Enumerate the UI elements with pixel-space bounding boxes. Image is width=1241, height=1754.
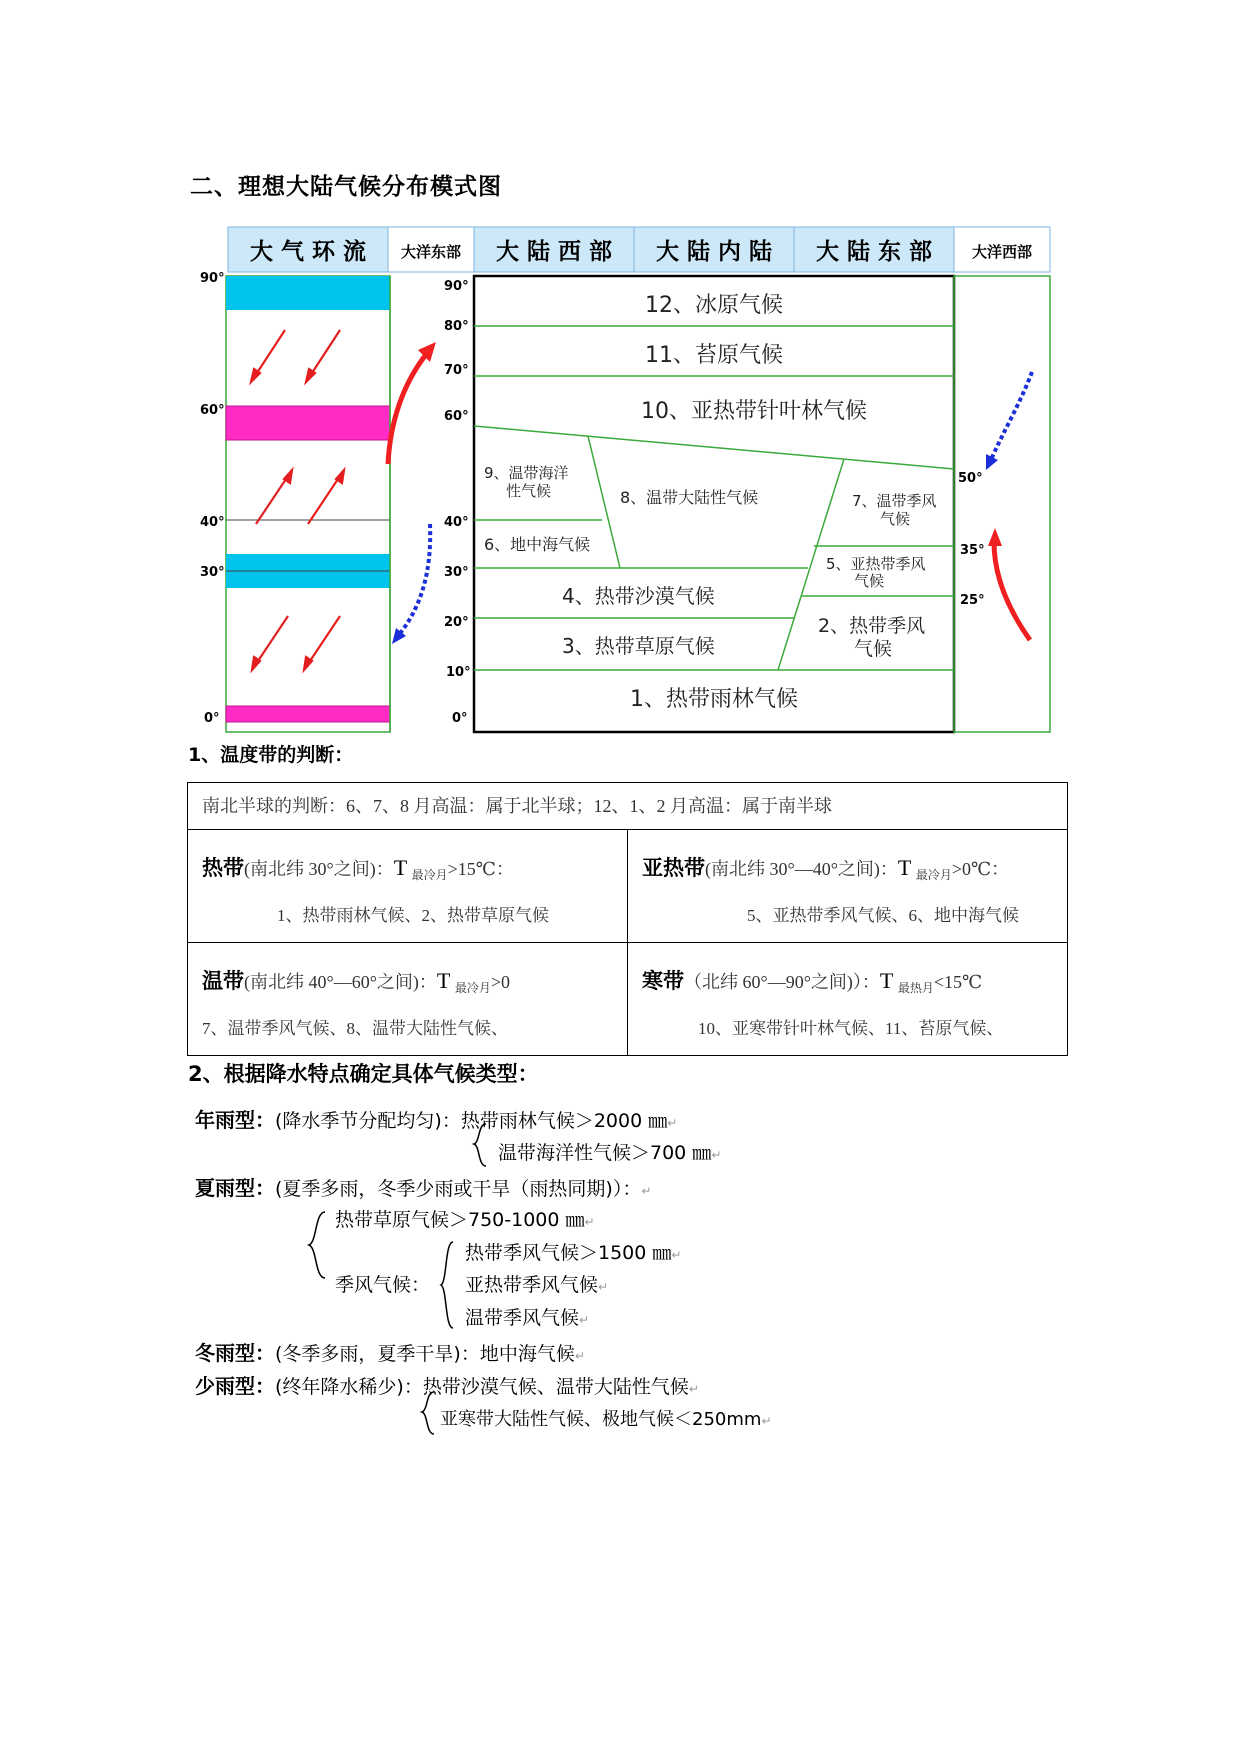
climate-5-label-line2: 气候 xyxy=(854,572,885,590)
climate-5-label-line1: 5、亚热带季风 xyxy=(826,555,926,573)
temperate-zone-types: 7、温带季风气候、8、温带大陆性气候、 xyxy=(202,1019,508,1038)
climate-8-label: 8、温带大陆性气候 xyxy=(620,488,759,507)
little-brace xyxy=(418,1390,438,1436)
header-label-west-continent: 大 陆 西 部 xyxy=(495,239,613,265)
warm-current-arrow xyxy=(388,352,428,464)
svg-text:30°: 30° xyxy=(444,565,469,580)
svg-text:70°: 70° xyxy=(444,363,469,378)
subtropical-zone-name: 亚热带 xyxy=(642,856,705,880)
little-rain-item2: 亚寒带大陆性气候、极地气候＜250mm↵ xyxy=(440,1409,772,1430)
mid-latitude-labels xyxy=(444,279,471,726)
svg-text:20°: 20° xyxy=(444,615,469,630)
svg-text:40°: 40° xyxy=(200,515,225,530)
svg-text:90°: 90° xyxy=(200,271,225,286)
little-rain-type: 少雨型：(终年降水稀少)：热带沙漠气候、温带大陆性气候↵ xyxy=(195,1374,699,1398)
summer-rain-type: 夏雨型：(夏季多雨，冬季少雨或干旱（雨热同期)）：↵ xyxy=(195,1176,652,1200)
frigid-zone-name: 寒带 xyxy=(642,969,684,993)
hemisphere-rule: 南北半球的判断：6、7、8 月高温：属于北半球；12、1、2 月高温：属于南半球 xyxy=(188,783,1068,830)
svg-text:0°: 0° xyxy=(452,711,468,726)
tropical-zone-name: 热带 xyxy=(202,856,244,880)
climate-9-label-line2: 性气候 xyxy=(506,482,552,500)
header-label-circulation: 大 气 环 流 xyxy=(249,239,367,265)
climate-11-label: 11、苔原气候 xyxy=(645,343,783,368)
svg-text:25°: 25° xyxy=(960,593,985,608)
page-title: 二、理想大陆气候分布模式图 xyxy=(190,174,502,200)
svg-text:60°: 60° xyxy=(200,403,225,418)
frigid-zone-cell: 寒带（北纬 60°—90°之间)）：T $_{最热月}$<15℃ 10、亚寒带针叶林气候、11、苔原气候、 xyxy=(628,943,1068,1056)
climate-3-label: 3、热带草原气候 xyxy=(562,634,715,658)
svg-text:35°: 35° xyxy=(960,543,985,558)
equatorial-low-band xyxy=(226,706,390,722)
annual-brace xyxy=(470,1122,490,1170)
warm-current-arrow-east xyxy=(994,542,1030,640)
climate-6-label: 6、地中海气候 xyxy=(484,535,591,554)
header-label-east-ocean: 大洋东部 xyxy=(400,243,462,261)
svg-text:30°: 30° xyxy=(200,565,225,580)
svg-text:60°: 60° xyxy=(444,409,469,424)
cold-current-arrow-east xyxy=(990,372,1032,462)
polar-high-band xyxy=(226,276,390,310)
monsoon-brace xyxy=(437,1240,457,1330)
header-label-interior: 大 陆 内 陆 xyxy=(655,239,773,265)
section-1-title: 1、温度带的判断： xyxy=(188,744,354,766)
east-ocean-column xyxy=(388,276,436,732)
winter-rain-type: 冬雨型：(冬季多雨，夏季干旱)：地中海气候↵ xyxy=(195,1341,585,1365)
climate-12-label: 12、冰原气候 xyxy=(645,293,783,318)
summer-brace xyxy=(305,1210,329,1280)
tropical-zone-cell: 热带(南北纬 30°之间)：T $_{最冷月}$>15℃： 1、热带雨林气候、2、热带草原气候 xyxy=(188,830,628,943)
diagram-header xyxy=(228,227,1050,272)
monsoon-tropical: 热带季风气候＞1500 ㎜↵ xyxy=(465,1242,682,1264)
section-2-title: 2、根据降水特点确定具体气候类型： xyxy=(188,1062,539,1086)
svg-text:50°: 50° xyxy=(958,471,983,486)
temperate-zone-name: 温带 xyxy=(202,969,244,993)
climate-1-label: 1、热带雨林气候 xyxy=(630,687,798,712)
temperature-zone-table xyxy=(187,782,1068,1056)
climate-2-label-line1: 2、热带季风 xyxy=(818,615,926,637)
header-label-west-ocean: 大洋西部 xyxy=(971,243,1033,261)
climate-7-label-line1: 7、温带季风 xyxy=(852,492,937,510)
summer-rain-monsoon-label: 季风气候： xyxy=(335,1274,431,1296)
monsoon-subtropical: 亚热带季风气候↵ xyxy=(465,1274,609,1296)
subpolar-low-band xyxy=(226,406,390,440)
subtropical-zone-cell: 亚热带(南北纬 30°—40°之间)：T $_{最冷月}$>0℃： 5、亚热带季风气候、6、地中海气候 xyxy=(628,830,1068,943)
climate-2-label-line2: 气候 xyxy=(854,638,893,660)
svg-text:10°: 10° xyxy=(446,665,471,680)
climate-distribution-diagram xyxy=(190,224,1150,734)
climate-10-label: 10、亚热带针叶林气候 xyxy=(641,399,867,424)
annual-rain-type-item2: 温带海洋性气候＞700 ㎜↵ xyxy=(498,1142,722,1164)
climate-7-label-line2: 气候 xyxy=(880,510,911,528)
tropical-zone-types: 1、热带雨林气候、2、热带草原气候 xyxy=(277,906,549,925)
climate-4-label: 4、热带沙漠气候 xyxy=(562,584,715,608)
subtropical-zone-types: 5、亚热带季风气候、6、地中海气候 xyxy=(747,906,1019,925)
header-label-east-continent: 大 陆 东 部 xyxy=(815,239,933,265)
summer-rain-savanna: 热带草原气候＞750-1000 ㎜↵ xyxy=(335,1209,595,1231)
west-ocean-column xyxy=(954,276,1050,732)
svg-text:80°: 80° xyxy=(444,319,469,334)
svg-text:90°: 90° xyxy=(444,279,469,294)
temperate-zone-cell: 温带(南北纬 40°—60°之间)：T $_{最冷月}$>0 7、温带季风气候、8、温带大陆性气候、 xyxy=(188,943,628,1056)
monsoon-temperate: 温带季风气候↵ xyxy=(465,1307,590,1329)
svg-text:40°: 40° xyxy=(444,515,469,530)
frigid-zone-types: 10、亚寒带针叶林气候、11、苔原气候、 xyxy=(698,1019,1004,1038)
svg-text:0°: 0° xyxy=(204,711,220,726)
annual-rain-type: 年雨型：(降水季节分配均匀)：热带雨林气候＞2000 ㎜↵ xyxy=(195,1108,678,1132)
climate-9-label-line1: 9、温带海洋 xyxy=(484,464,569,482)
circulation-column xyxy=(226,276,390,732)
left-latitude-labels xyxy=(200,271,225,726)
continent-box xyxy=(474,276,954,732)
cold-current-arrow xyxy=(398,524,430,636)
